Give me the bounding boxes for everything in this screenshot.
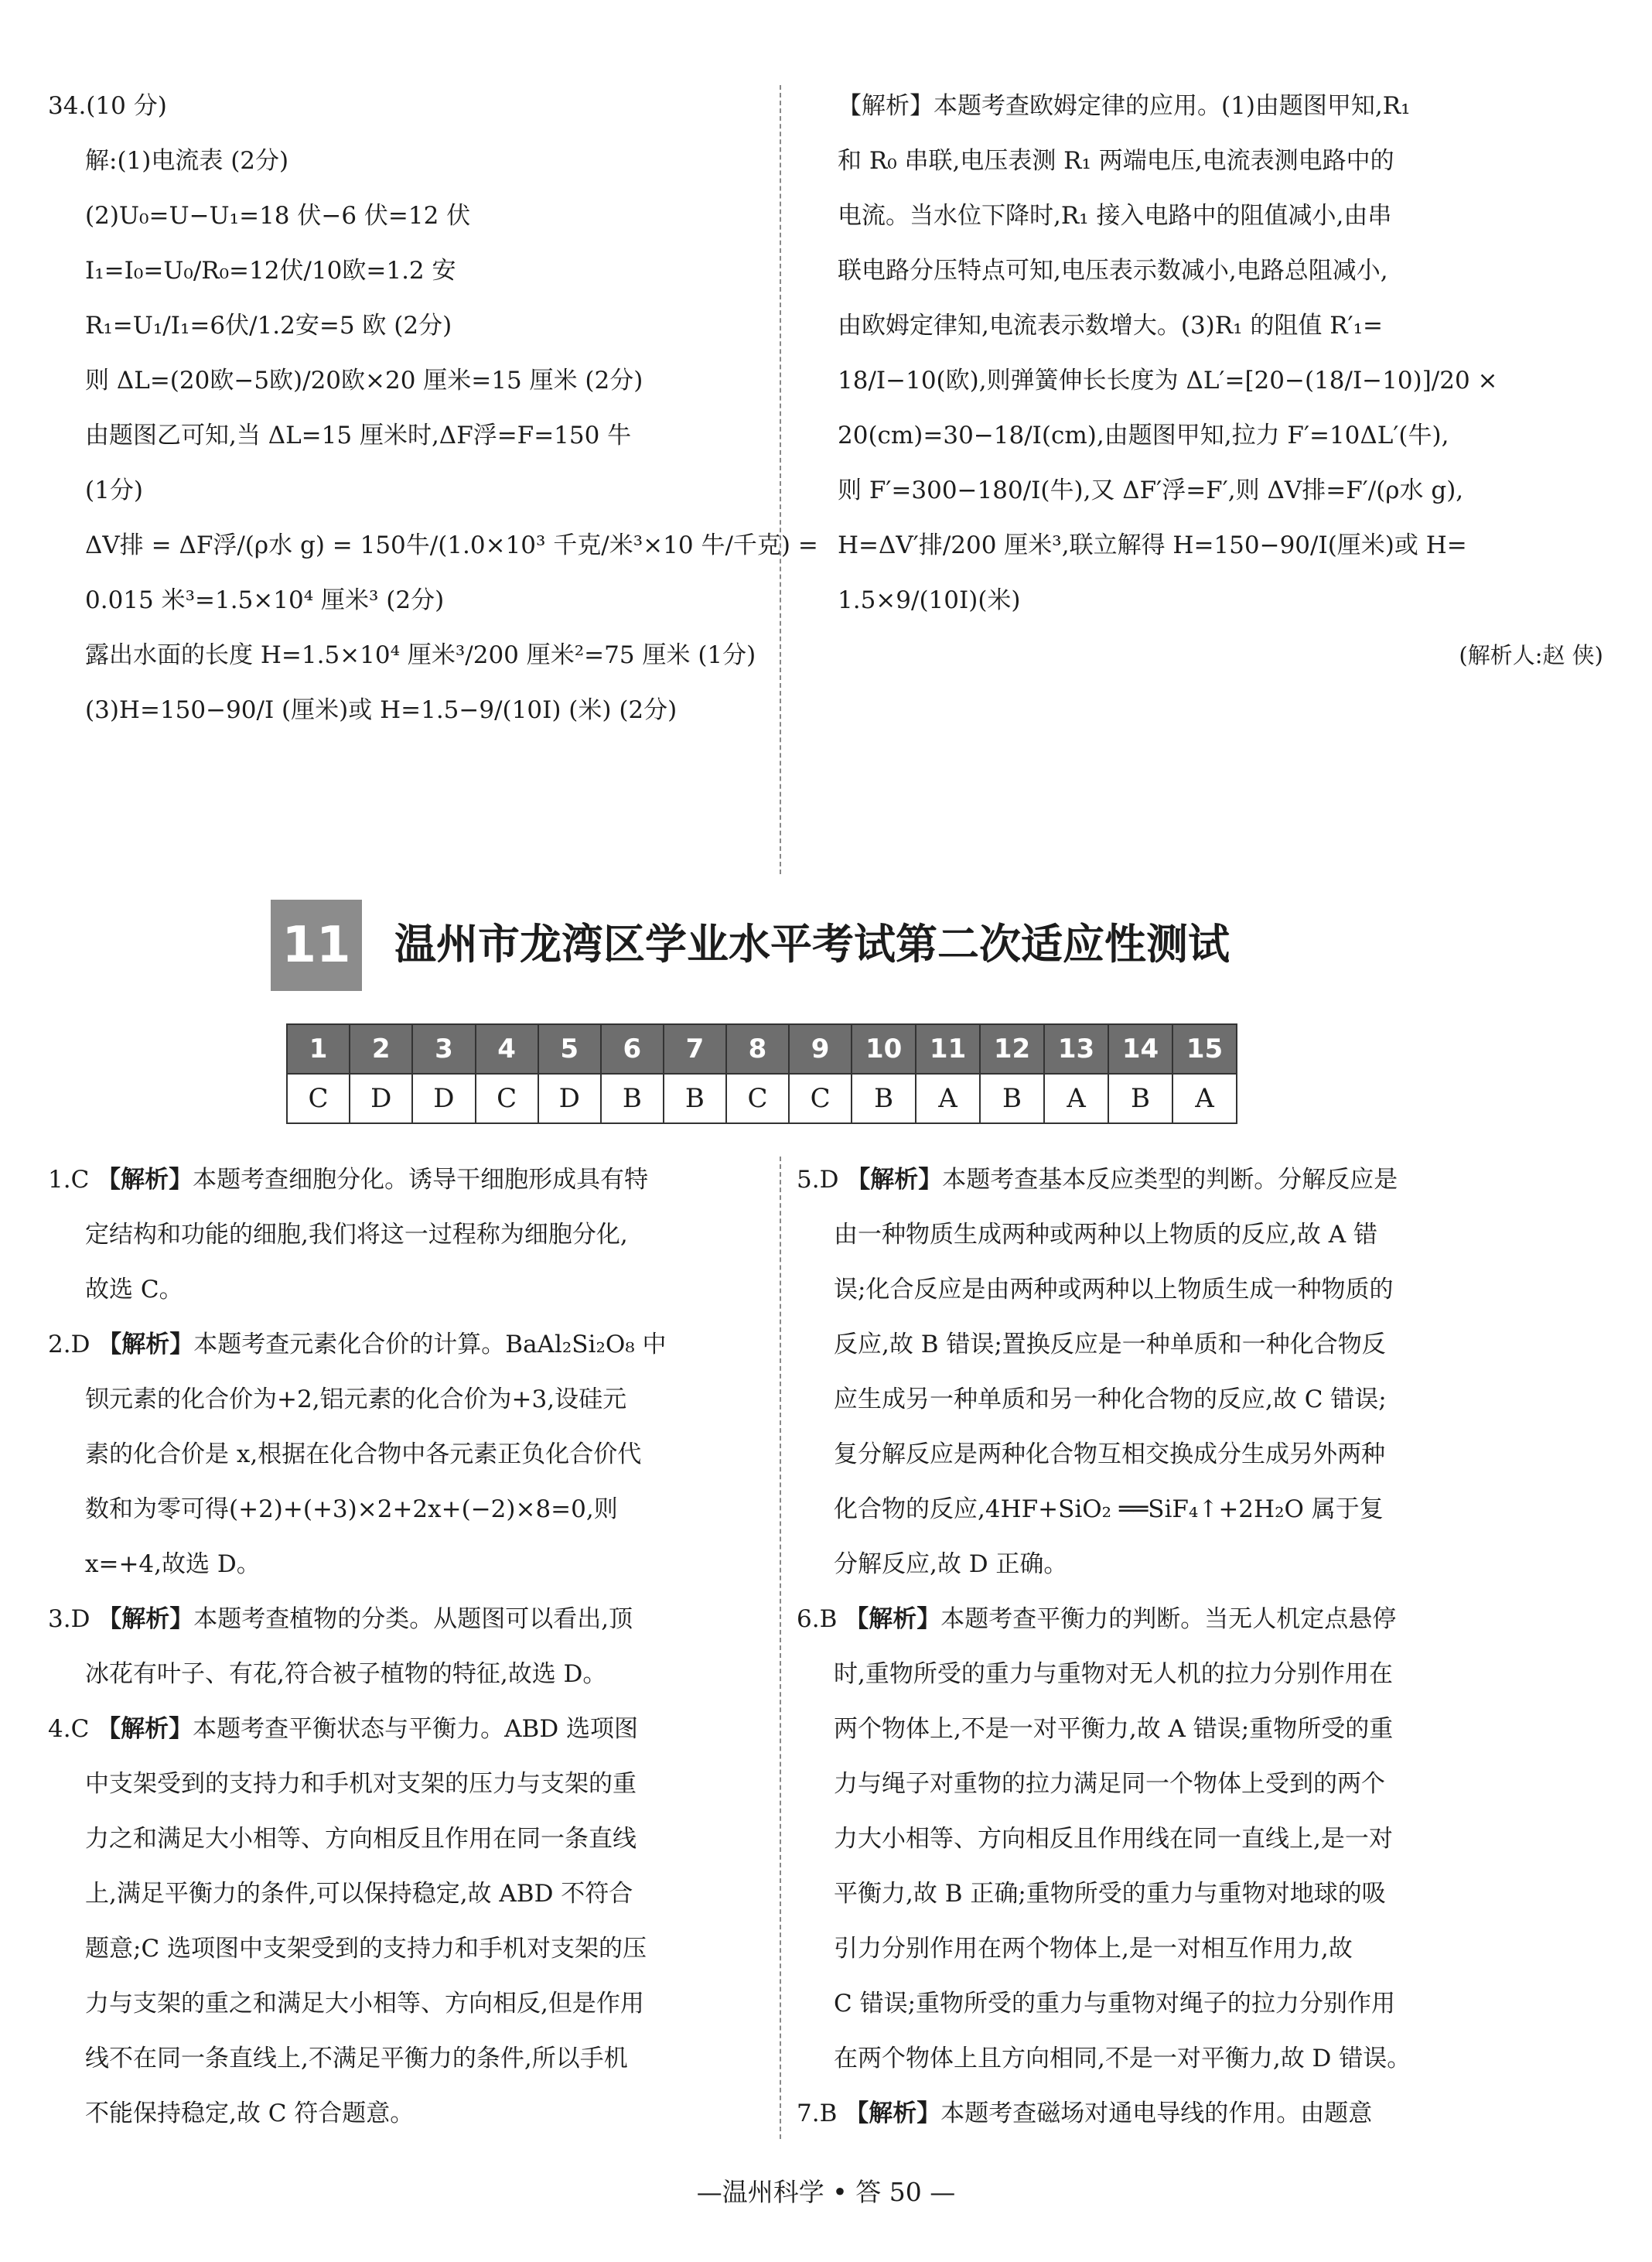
answer-table	[286, 1023, 1237, 1124]
answer-cell: C	[476, 1074, 538, 1123]
answer-cell: A	[916, 1074, 980, 1123]
answer-cell: A	[1172, 1074, 1237, 1123]
answer-item	[48, 1702, 752, 1757]
answer-cell: B	[1108, 1074, 1172, 1123]
text-line: 数和为零可得(+2)+(+3)×2+2x+(−2)×8=0,则	[85, 1495, 618, 1523]
text-line: (3)H=150−90/I (厘米)或 H=1.5−9/(10I) (米) (2分)	[85, 696, 678, 724]
top-left-column	[48, 79, 818, 738]
answer-item	[48, 1153, 752, 1208]
text-line: 中支架受到的支持力和手机对支架的压力与支架的重	[85, 1770, 637, 1798]
question-number-cell: 3	[412, 1024, 475, 1074]
answer-item	[48, 1592, 752, 1647]
text-line: (1分)	[85, 477, 143, 504]
text-line: 在两个物体上且方向相同,不是一对平衡力,故 D 错误。	[834, 2045, 1411, 2072]
text-line: 20(cm)=30−18/I(cm),由题图甲知,拉力 F′=10ΔL′(牛),	[838, 422, 1449, 449]
text-line: 引力分别作用在两个物体上,是一对相互作用力,故	[834, 1935, 1353, 1963]
text-line: 和 R₀ 串联,电压表测 R₁ 两端电压,电流表测电路中的	[838, 147, 1394, 175]
analysis-tag: 【解析】	[97, 1605, 194, 1633]
answer-table-numbers	[287, 1024, 1237, 1074]
text-line: 力之和满足大小相等、方向相反且作用在同一条直线	[85, 1825, 637, 1853]
item-number: 5.D	[797, 1166, 847, 1194]
text-line: 由题图乙可知,当 ΔL=15 厘米时,ΔF浮=F=150 牛	[85, 422, 632, 449]
question-number-cell: 14	[1108, 1024, 1172, 1074]
text-line: 钡元素的化合价为+2,铝元素的化合价为+3,设硅元	[85, 1386, 627, 1413]
item-text: 本题考查基本反应类型的判断。分解反应是	[942, 1166, 1398, 1194]
section-banner	[271, 900, 1292, 991]
text-line: 露出水面的长度 H=1.5×10⁴ 厘米³/200 厘米²=75 厘米 (1分)	[85, 641, 756, 669]
text-line: 上,满足平衡力的条件,可以保持稳定,故 ABD 不符合	[85, 1880, 633, 1908]
answer-item	[48, 1317, 752, 1372]
text-line: I₁=I₀=U₀/R₀=12伏/10欧=1.2 安	[85, 257, 456, 285]
text-line: 故选 C。	[85, 1276, 183, 1304]
text-line: 分解反应,故 D 正确。	[834, 1550, 1068, 1578]
text-line: 联电路分压特点可知,电压表示数减小,电路总阻减小,	[838, 257, 1388, 285]
section-number: 11	[271, 900, 362, 991]
question-number-cell: 6	[601, 1024, 664, 1074]
answer-cell: B	[664, 1074, 726, 1123]
text-line: 【解析】本题考查欧姆定律的应用。(1)由题图甲知,R₁	[838, 92, 1411, 120]
text-line: 不能保持稳定,故 C 符合题意。	[85, 2100, 415, 2127]
answer-item	[797, 1592, 1601, 1647]
text-line: 定结构和功能的细胞,我们将这一过程称为细胞分化,	[85, 1221, 628, 1249]
item-text: 本题考查细胞分化。诱导干细胞形成具有特	[193, 1166, 649, 1194]
question-number-cell: 10	[852, 1024, 916, 1074]
text-line: 误;化合反应是由两种或两种以上物质生成一种物质的	[834, 1276, 1394, 1304]
section-title: 温州市龙湾区学业水平考试第二次适应性测试	[394, 920, 1230, 969]
text-line: x=+4,故选 D。	[85, 1550, 261, 1578]
question-number-cell: 1	[287, 1024, 350, 1074]
text-line: 时,重物所受的重力与重物对无人机的拉力分别作用在	[834, 1660, 1393, 1688]
analysis-tag: 【解析】	[97, 1715, 193, 1743]
analysis-tag: 【解析】	[845, 1605, 941, 1633]
answer-cell: D	[412, 1074, 475, 1123]
item-number: 3.D	[48, 1605, 98, 1633]
question-number-cell: 8	[726, 1024, 789, 1074]
item-text: 本题考查磁场对通电导线的作用。由题意	[940, 2100, 1373, 2127]
text-line: 力与绳子对重物的拉力满足同一个物体上受到的两个	[834, 1770, 1385, 1798]
text-line: 34.(10 分)	[48, 92, 167, 120]
question-number-cell: 13	[1044, 1024, 1108, 1074]
column-divider-lower	[780, 1157, 781, 2139]
answer-table-letters	[287, 1074, 1237, 1123]
column-divider	[780, 85, 781, 874]
question-number-cell: 15	[1172, 1024, 1237, 1074]
answer-cell: B	[852, 1074, 916, 1123]
text-line: 题意;C 选项图中支架受到的支持力和手机对支架的压	[85, 1935, 647, 1963]
text-line: 平衡力,故 B 正确;重物所受的重力与重物对地球的吸	[834, 1880, 1386, 1908]
question-number-cell: 7	[664, 1024, 726, 1074]
text-line: 0.015 米³=1.5×10⁴ 厘米³ (2分)	[85, 586, 445, 614]
text-line: 应生成另一种单质和另一种化合物的反应,故 C 错误;	[834, 1386, 1387, 1413]
item-number: 4.C	[48, 1715, 97, 1743]
text-line: 解:(1)电流表 (2分)	[85, 147, 289, 175]
item-number: 1.C	[48, 1166, 97, 1194]
question-number-cell: 12	[980, 1024, 1044, 1074]
answer-cell: B	[980, 1074, 1044, 1123]
text-line: 则 F′=300−180/I(牛),又 ΔF′浮=F′,则 ΔV排=F′/(ρ水 g),	[838, 477, 1464, 504]
item-text: 本题考查平衡力的判断。当无人机定点悬停	[940, 1605, 1397, 1633]
text-line: 线不在同一条直线上,不满足平衡力的条件,所以手机	[85, 2045, 628, 2072]
text-line: 素的化合价是 x,根据在化合物中各元素正负化合价代	[85, 1440, 642, 1468]
text-line: 由欧姆定律知,电流表示数增大。(3)R₁ 的阻值 R′₁=	[838, 312, 1384, 340]
answer-cell: C	[789, 1074, 852, 1123]
text-line: 反应,故 B 错误;置换反应是一种单质和一种化合物反	[834, 1331, 1386, 1358]
text-line: R₁=U₁/I₁=6伏/1.2安=5 欧 (2分)	[85, 312, 452, 340]
analysis-tag: 【解析】	[845, 2100, 941, 2127]
text-line: 则 ΔL=(20欧−5欧)/20欧×20 厘米=15 厘米 (2分)	[85, 367, 643, 395]
text-line: H=ΔV′排/200 厘米³,联立解得 H=150−90/I(厘米)或 H=	[838, 531, 1467, 559]
page-footer: —温州科学 • 答 50 —	[696, 2177, 956, 2207]
answer-cell: D	[350, 1074, 412, 1123]
question-number-cell: 9	[789, 1024, 852, 1074]
text-line: C 错误;重物所受的重力与重物对绳子的拉力分别作用	[834, 1990, 1396, 2018]
answer-cell: B	[601, 1074, 664, 1123]
text-line: 由一种物质生成两种或两种以上物质的反应,故 A 错	[834, 1221, 1377, 1249]
text-line: 两个物体上,不是一对平衡力,故 A 错误;重物所受的重	[834, 1715, 1394, 1743]
text-line: 力与支架的重之和满足大小相等、方向相反,但是作用	[85, 1990, 644, 2018]
text-line: (2)U₀=U−U₁=18 伏−6 伏=12 伏	[85, 202, 471, 230]
bottom-left-column	[48, 1153, 752, 2141]
top-right-column	[838, 79, 1611, 683]
text-line: 冰花有叶子、有花,符合被子植物的特征,故选 D。	[85, 1660, 607, 1688]
text-line: 18/I−10(欧),则弹簧伸长长度为 ΔL′=[20−(18/I−10)]/20 ×	[838, 367, 1498, 395]
analyst-signature: (解析人:赵 侠)	[1459, 642, 1603, 668]
item-number: 7.B	[797, 2100, 845, 2127]
answer-item	[797, 1153, 1601, 1208]
question-number-cell: 2	[350, 1024, 412, 1074]
answer-cell: D	[538, 1074, 601, 1123]
text-line: 电流。当水位下降时,R₁ 接入电路中的阻值减小,由串	[838, 202, 1392, 230]
answer-cell: C	[726, 1074, 789, 1123]
analysis-tag: 【解析】	[846, 1166, 943, 1194]
item-text: 本题考查平衡状态与平衡力。ABD 选项图	[193, 1715, 639, 1743]
text-line: 化合物的反应,4HF+SiO₂ ══SiF₄↑+2H₂O 属于复	[834, 1495, 1384, 1523]
item-number: 2.D	[48, 1331, 98, 1358]
question-number-cell: 4	[476, 1024, 538, 1074]
item-text: 本题考查元素化合价的计算。BaAl₂Si₂O₈ 中	[193, 1331, 667, 1358]
analysis-tag: 【解析】	[97, 1331, 194, 1358]
question-number-cell: 11	[916, 1024, 980, 1074]
answer-cell: C	[287, 1074, 350, 1123]
analysis-tag: 【解析】	[97, 1166, 193, 1194]
question-number-cell: 5	[538, 1024, 601, 1074]
item-text: 本题考查植物的分类。从题图可以看出,顶	[193, 1605, 633, 1633]
text-line: 力大小相等、方向相反且作用线在同一直线上,是一对	[834, 1825, 1393, 1853]
bottom-right-column	[797, 1153, 1601, 2141]
answer-item	[797, 2086, 1601, 2141]
item-number: 6.B	[797, 1605, 845, 1633]
text-line: 1.5×9/(10I)(米)	[838, 586, 1021, 614]
text-line: ΔV排 = ΔF浮/(ρ水 g) = 150牛/(1.0×10³ 千克/米³×10 牛/千克) =	[85, 531, 818, 559]
text-line: 复分解反应是两种化合物互相交换成分生成另外两种	[834, 1440, 1385, 1468]
answer-cell: A	[1044, 1074, 1108, 1123]
